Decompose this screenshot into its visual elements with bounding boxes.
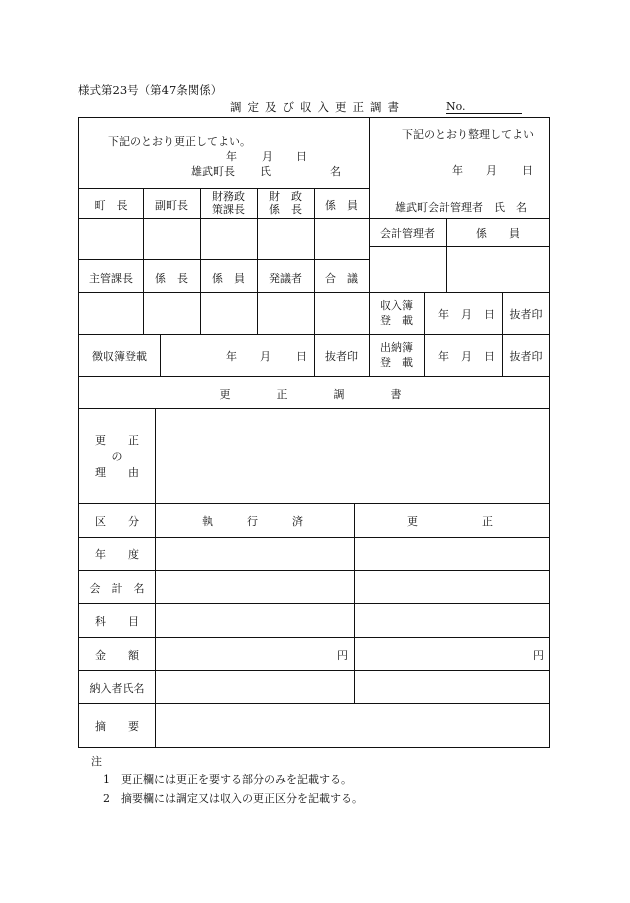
left-date-day: 日 [296,150,307,163]
approval-finance-chief: 財 政 係 長 [269,190,302,216]
collection-ledger-year: 年 [226,350,237,363]
notes-title: 注 [91,755,102,768]
reason-field[interactable] [156,409,549,502]
collection-ledger-day: 日 [296,350,307,363]
income-ledger-label: 収入簿 登 載 [380,299,413,327]
mayor-name-label-2: 名 [330,165,341,178]
approval-staff-2: 係 員 [212,272,245,285]
row-summary: 摘 要 [95,720,139,733]
collection-ledger-seal: 抜者印 [325,350,358,363]
row-account-name: 会 計 名 [89,582,145,595]
column-kubun: 区 分 [95,515,139,528]
left-instruction: 下記のとおり更正してよい。 [108,135,251,148]
income-ledger-year: 年 [438,308,449,321]
right-date-day: 日 [522,164,533,177]
accountant-staff-label: 係 員 [476,227,520,240]
accountant-name-label: 雄武町会計管理者 氏 名 [395,201,527,214]
right-instruction: 下記のとおり整理してよい [402,128,534,141]
disbursement-ledger-year: 年 [438,350,449,363]
note-item-1: 1 更正欄には更正を要する部分のみを記載する。 [103,773,352,786]
section-title: 更 正 調 書 [219,388,410,401]
approval-deputy-mayor: 副町長 [155,199,188,212]
disbursement-ledger-month: 月 [461,350,472,363]
row-fiscal-year: 年 度 [95,548,139,561]
income-ledger-month: 月 [461,308,472,321]
note-item-2: 2 摘要欄には調定又は収入の更正区分を記載する。 [103,792,363,805]
income-ledger-seal: 抜者印 [509,308,543,321]
approval-sub-chief: 係 長 [155,272,188,285]
left-date-month: 月 [262,150,273,163]
disbursement-ledger-label: 出納簿 登 載 [380,341,413,369]
mayor-name-label-1: 氏 [260,165,271,178]
row-amount: 金 額 [95,649,139,662]
approval-proposer: 発議者 [269,272,302,285]
right-date-year: 年 [452,164,463,177]
column-corrected: 更 正 [407,515,497,528]
collection-ledger-label: 徴収簿登載 [92,350,147,363]
approval-section-chief: 主管課長 [89,272,133,285]
left-date-year: 年 [226,150,237,163]
income-ledger-day: 日 [484,308,495,321]
disbursement-ledger-seal: 抜者印 [509,350,543,363]
row-payer-name: 納入者氏名 [89,682,145,695]
yen-corrected: 円 [533,649,544,662]
column-executed: 執 行 済 [202,515,307,528]
approval-staff: 係 員 [325,199,358,212]
disbursement-ledger-day: 日 [484,350,495,363]
document-number-field[interactable] [446,100,522,114]
approval-mayor: 町 長 [94,199,128,212]
page-title: 調定及び収入更正調書 [230,100,405,114]
row-subject: 科 目 [95,615,139,628]
approval-consultation: 合 議 [325,272,358,285]
yen-executed: 円 [337,649,348,662]
mayor-label: 雄武町長 [191,165,235,178]
collection-ledger-month: 月 [260,350,271,363]
document-number-label: No. [446,100,466,113]
right-date-month: 月 [486,164,497,177]
form-id: 様式第23号（第47条関係） [78,83,223,97]
approval-finance-policy-chief: 財務政 策課長 [212,190,245,216]
reason-label: 更 正 の 理 由 [95,434,139,479]
accountant-label: 会計管理者 [380,227,435,240]
